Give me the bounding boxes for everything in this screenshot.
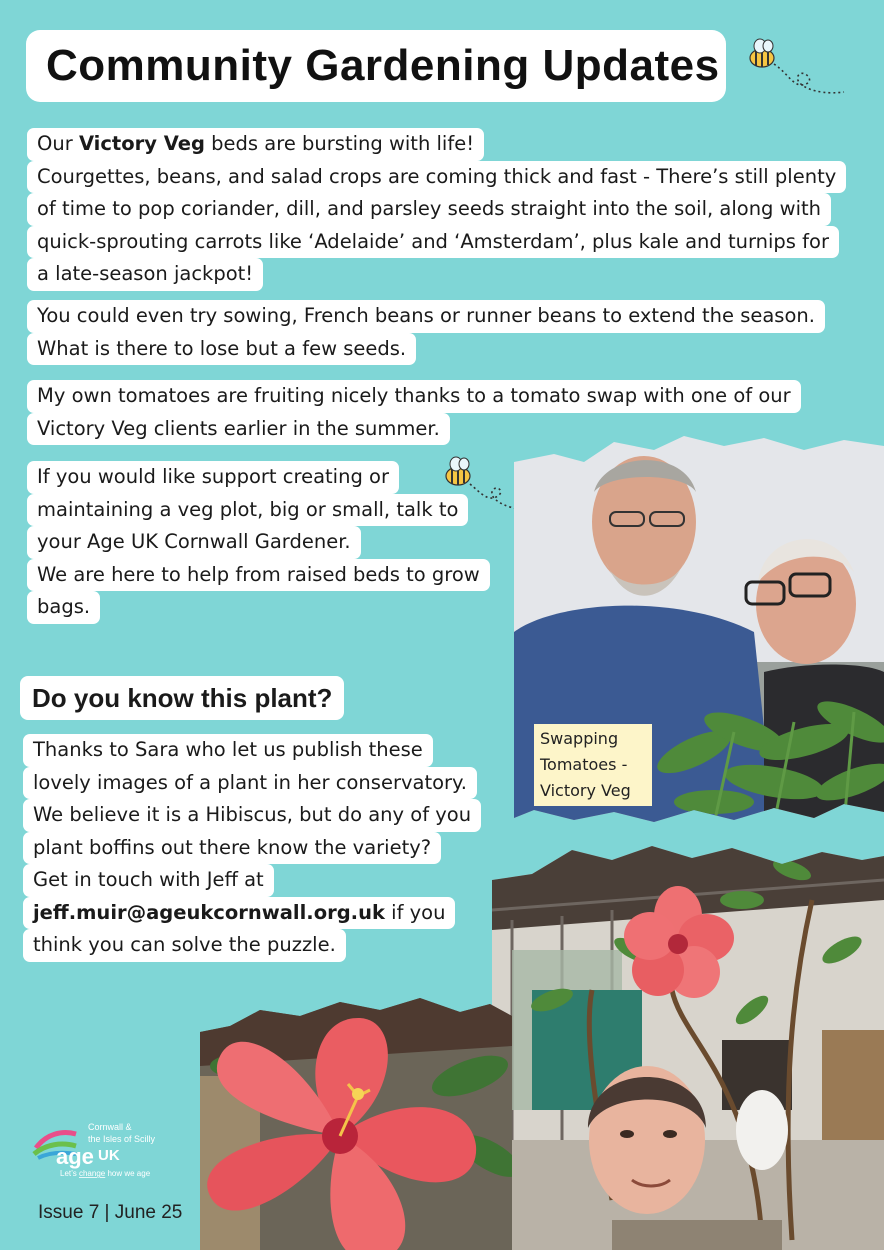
plant-line: We believe it is a Hibiscus, but do any of you [23, 799, 481, 832]
photo-caption [534, 724, 652, 806]
plant-paragraph [23, 734, 481, 962]
caption-line: Swapping [540, 729, 619, 748]
support-line: maintaining a veg plot, big or small, talk to [27, 494, 468, 527]
page-title: Community Gardening Updates [46, 41, 720, 90]
age-uk-logo [32, 1120, 202, 1180]
beans-line: You could even try sowing, French beans or runner beans to extend the season. [27, 300, 825, 333]
support-line: If you would like support creating or [27, 461, 399, 494]
intro-line: of time to pop coriander, dill, and parsley seeds straight into the soil, along with [27, 193, 831, 226]
conservatory-photo [492, 840, 884, 1250]
caption-line: Tomatoes - [540, 755, 628, 774]
support-line: bags. [27, 591, 100, 624]
tomatoes-line: Victory Veg clients earlier in the summer. [27, 413, 450, 446]
plant-line: Get in touch with Jeff at [23, 864, 274, 897]
svg-text:UK: UK [98, 1147, 120, 1164]
plant-line: think you can solve the puzzle. [23, 929, 346, 962]
intro-paragraph [27, 128, 846, 291]
title-box [26, 30, 726, 102]
support-line: your Age UK Cornwall Gardener. [27, 526, 361, 559]
support-paragraph [27, 461, 490, 624]
plant-line: lovely images of a plant in her conservatory. [23, 767, 477, 800]
plant-line: plant boffins out there know the variety? [23, 832, 441, 865]
plant-heading: Do you know this plant? [20, 676, 344, 720]
beans-line: What is there to lose but a few seeds. [27, 333, 416, 366]
intro-line: quick-sprouting carrots like ‘Adelaide’ and ‘Amsterdam’, plus kale and turnips for [27, 226, 839, 259]
svg-text:Let’s change how we age: Let’s change how we age [60, 1169, 151, 1178]
caption-line: Victory Veg [540, 781, 631, 800]
issue-date: Issue 7 | June 25 [38, 1202, 183, 1223]
hibiscus-closeup-photo [200, 996, 512, 1250]
bee-icon [744, 34, 848, 100]
intro-line: a late-season jackpot! [27, 258, 263, 291]
intro-line: Courgettes, beans, and salad crops are coming thick and fast - There’s still plenty [27, 161, 846, 194]
svg-text:Cornwall &: Cornwall & [88, 1122, 132, 1132]
svg-text:age: age [56, 1144, 94, 1169]
support-line: We are here to help from raised beds to grow [27, 559, 490, 592]
plant-line: Thanks to Sara who let us publish these [23, 734, 433, 767]
email-link[interactable]: jeff.muir@ageukcornwall.org.uk [33, 900, 385, 924]
tomatoes-line: My own tomatoes are fruiting nicely thanks to a tomato swap with one of our [27, 380, 801, 413]
plant-line: jeff.muir@ageukcornwall.org.uk if you [23, 897, 455, 930]
beans-paragraph [27, 300, 825, 365]
intro-line: Our Victory Veg beds are bursting with life! [27, 128, 484, 161]
svg-text:the Isles of Scilly: the Isles of Scilly [88, 1134, 156, 1144]
